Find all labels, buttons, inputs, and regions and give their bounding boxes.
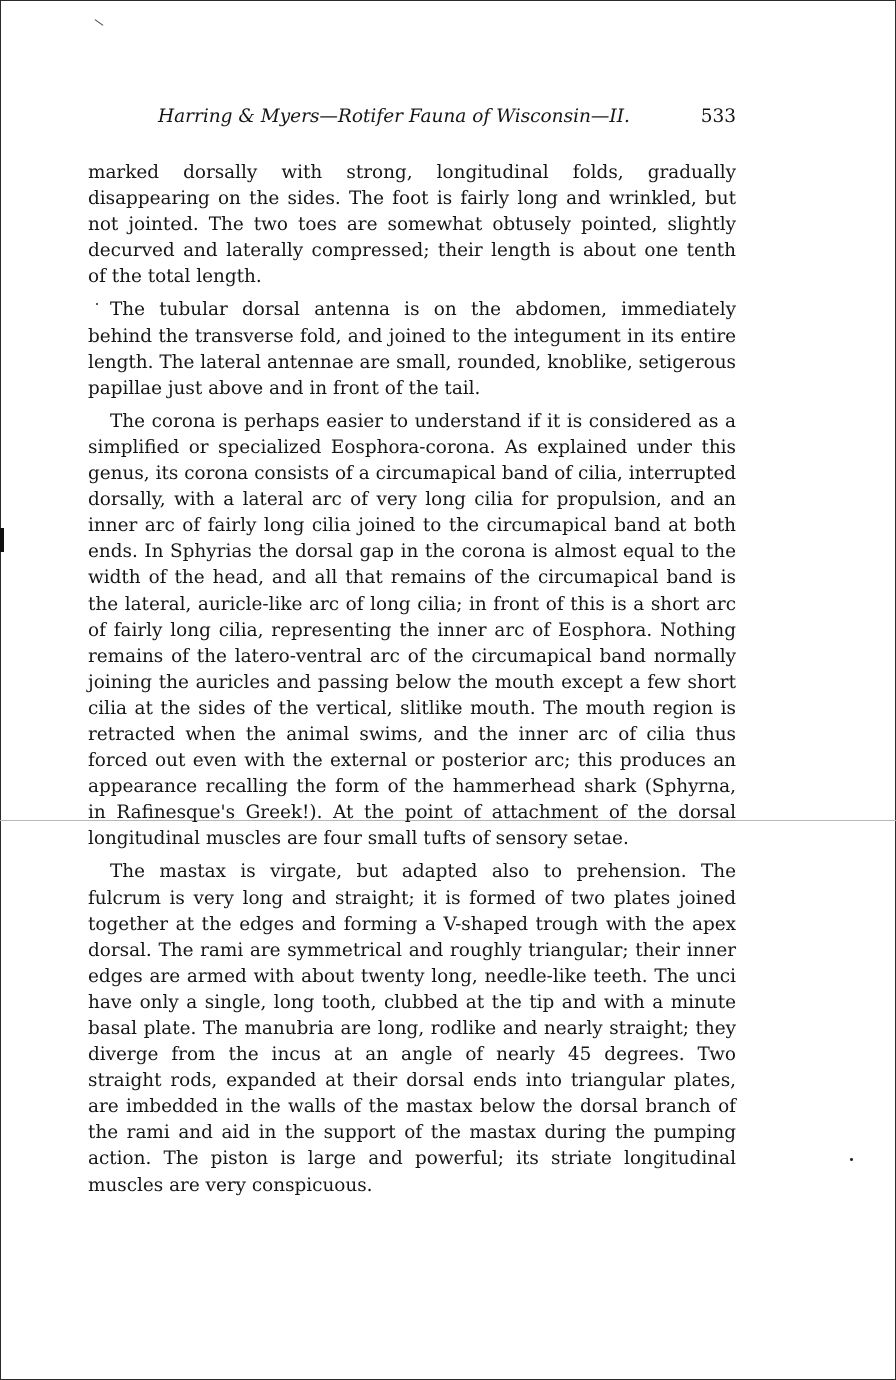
- page-number: 533: [700, 106, 736, 127]
- scan-edge-mark: [0, 528, 4, 552]
- scan-speck: [850, 1158, 853, 1161]
- paragraph-continued: marked dorsally with strong, longitudinal folds, gradually disappearing on the sides. The foot is fairly long and wrinkled, but not jointed. The two toes are somewhat obtusely pointed, slightly decurved and laterally compressed; their length is about one tenth of the total length.: [88, 162, 736, 288]
- paragraph-corona: The corona is perhaps easier to understand if it is considered as a simplified or specialized Eosphora-corona. As explained under this genus, its corona consists of a circumapical band of cilia, interrupted dorsally, with a lateral arc of very long cilia for propulsion, and an inner arc of fairly long cilia joined to the circumapical band at both ends. In Sphyrias the dorsal gap in the corona is almost equal to the width of the head, and all that remains of the circumapical band is the lateral, auricle-like arc of long cilia; in front of this is a short arc of fairly long cilia, representing the inner arc of Eosphora. Nothing remains of the latero-ventral arc of the circumapical band normally joining the auricles and passing below the mouth except a few short cilia at the sides of the vertical, slitlike mouth. The mouth region is retracted when the animal swims, and the inner arc of cilia thus forced out even with the external or posterior arc; this produces an appearance recalling the form of the hammerhead shark (Sphyrna, in Rafinesque's Greek!). At the point of attachment of the dorsal longitudinal muscles are four small tufts of sensory setae.: [88, 410, 736, 850]
- body-text: [88, 160, 736, 1199]
- paragraph-antennae: The tubular dorsal antenna is on the abdomen, immediately behind the transverse fold, and joined to the integument in its entire length. The lateral antennae are small, rounded, knoblike, setigerous papillae just above and in front of the tail.: [88, 299, 736, 399]
- page-header: [88, 104, 736, 130]
- running-head: Harring & Myers—Rotifer Fauna of Wisconsin—II.: [158, 106, 630, 127]
- paragraph-mastax: The mastax is virgate, but adapted also to prehension. The fulcrum is very long and straight; it is formed of two plates joined together at the edges and forming a V-shaped trough with the apex dorsal. The rami are symmetrical and roughly triangular; their inner edges are armed with about twenty long, needle-like teeth. The unci have only a single, long tooth, clubbed at the tip and with a minute basal plate. The manubria are long, rodlike and nearly straight; they diverge from the incus at an angle of nearly 45 degrees. Two straight rods, expanded at their dorsal ends into triangular plates, are imbedded in the walls of the mastax below the dorsal branch of the rami and aid in the support of the mastax during the pumping action. The piston is large and powerful; its striate longitudinal muscles are very conspicuous.: [88, 861, 736, 1196]
